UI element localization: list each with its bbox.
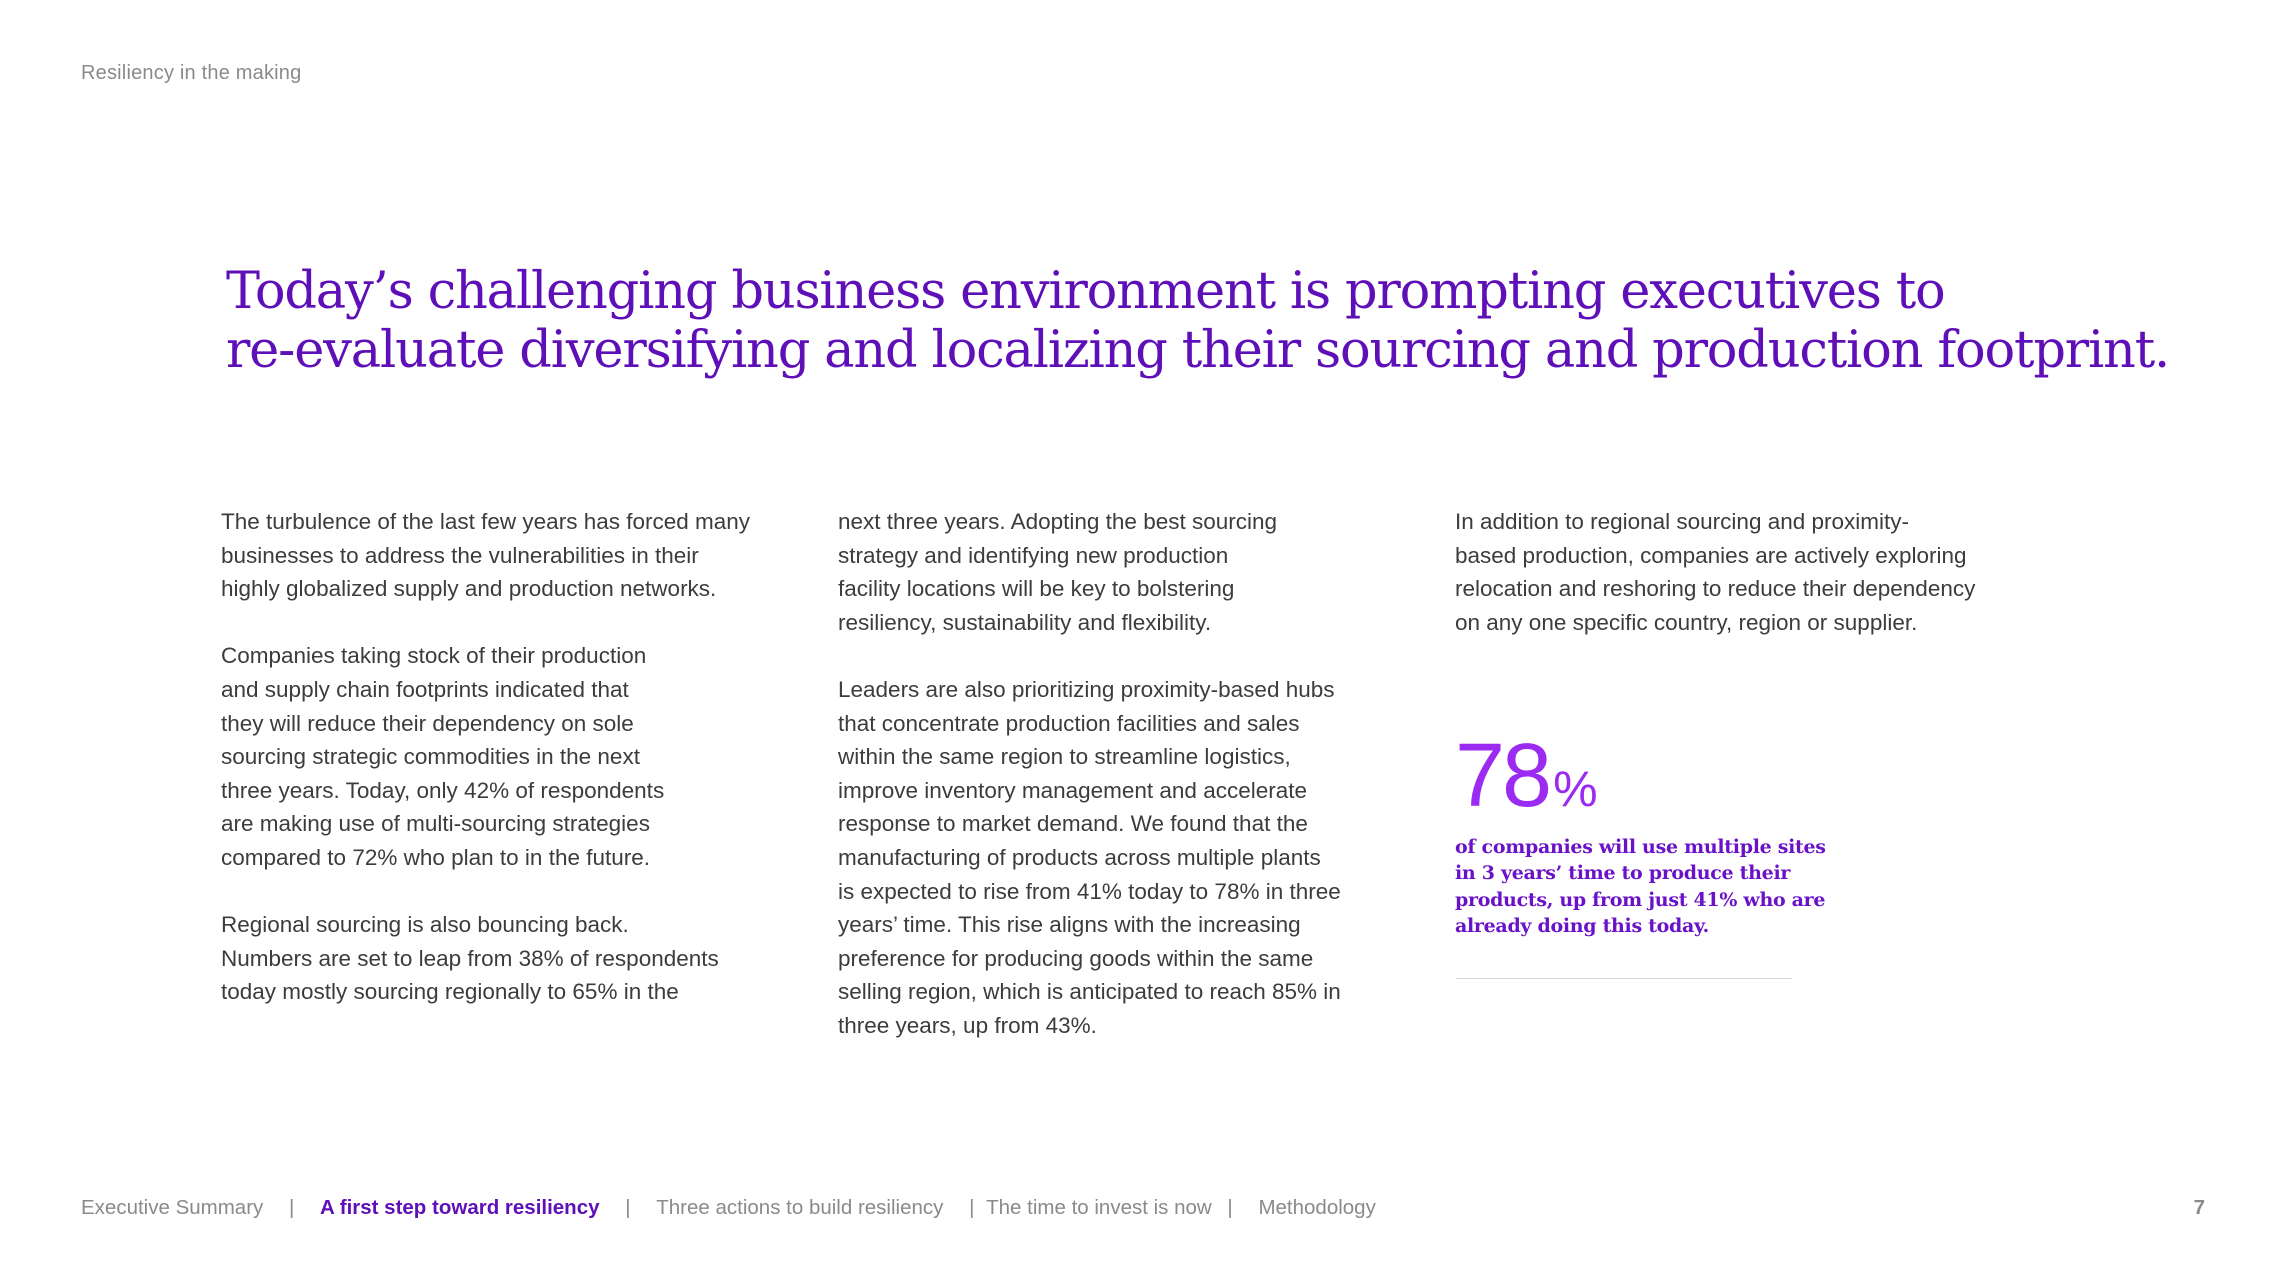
- text-line: businesses to address the vulnerabilities in their: [221, 542, 699, 568]
- text-line: next three years. Adopting the best sourcing: [838, 509, 1278, 534]
- stat-callout: [1455, 726, 1826, 939]
- text-line: three years, up from 43%.: [838, 1012, 1097, 1038]
- headline-line: re-evaluate diversifying and localizing their sourcing and production footprint.: [226, 321, 2170, 380]
- page-number: 7: [2193, 1196, 2205, 1219]
- text-line: manufacturing of products across multiple plants: [838, 844, 1321, 870]
- running-header: Resiliency in the making: [81, 62, 302, 84]
- text-line: three years. Today, only 42% of respondents: [221, 777, 665, 803]
- stat-description-line: already doing this today.: [1455, 914, 1709, 937]
- text-line: that concentrate production facilities and sales: [838, 710, 1300, 736]
- text-line: compared to 72% who plan to in the future.: [221, 844, 651, 870]
- text-line: facility locations will be key to bolstering: [838, 576, 1235, 602]
- text-line: The turbulence of the last few years has forced many: [221, 509, 751, 534]
- text-line: relocation and reshoring to reduce their dependency: [1455, 576, 1976, 602]
- nav-separator: |: [1227, 1196, 1233, 1219]
- stat-description-line: of companies will use multiple sites: [1455, 836, 1826, 858]
- body-paragraph: [838, 673, 1418, 1043]
- body-paragraph: [838, 505, 1418, 639]
- nav-separator: |: [969, 1196, 975, 1219]
- text-line: within the same region to streamline logistics,: [838, 744, 1291, 770]
- text-line: sourcing strategic commodities in the next: [221, 744, 640, 770]
- text-line: In addition to regional sourcing and proximity-: [1455, 509, 1909, 534]
- body-column-3: [1455, 505, 2055, 673]
- text-line: today mostly sourcing regionally to 65% in the: [221, 979, 679, 1005]
- nav-separator: |: [625, 1196, 631, 1219]
- text-line: improve inventory management and accelerate: [838, 777, 1308, 803]
- body-column-2: [838, 505, 1418, 1076]
- text-line: Regional sourcing is also bouncing back.: [221, 912, 629, 938]
- stat-description-line: in 3 years’ time to produce their: [1455, 862, 1791, 885]
- text-line: Companies taking stock of their production: [221, 643, 647, 669]
- text-line: are making use of multi-sourcing strategies: [221, 811, 650, 837]
- page-headline: [226, 262, 2170, 380]
- stat-unit: %: [1553, 761, 1598, 817]
- divider: [1456, 978, 1792, 979]
- nav-methodology[interactable]: Methodology: [1258, 1196, 1376, 1219]
- text-line: based production, companies are actively exploring: [1455, 542, 1967, 568]
- text-line: is expected to rise from 41% today to 78% in three: [838, 878, 1341, 904]
- text-line: preference for producing goods within the same: [838, 945, 1314, 971]
- text-line: resiliency, sustainability and flexibility.: [838, 609, 1212, 635]
- body-column-1: [221, 505, 801, 1043]
- text-line: response to market demand. We found that the: [838, 811, 1308, 837]
- text-line: years’ time. This rise aligns with the increasing: [838, 912, 1301, 938]
- nav-separator: |: [288, 1196, 295, 1219]
- text-line: strategy and identifying new production: [838, 542, 1229, 568]
- nav-first-step-toward-resiliency[interactable]: A first step toward resiliency: [320, 1196, 600, 1219]
- body-paragraph: [221, 505, 801, 606]
- headline-line: Today’s challenging business environment is prompting executives to: [226, 262, 1945, 321]
- nav-three-actions[interactable]: Three actions to build resiliency: [656, 1196, 944, 1219]
- text-line: and supply chain footprints indicated that: [221, 676, 629, 702]
- text-line: highly globalized supply and production networks.: [221, 576, 717, 602]
- nav-time-to-invest[interactable]: The time to invest is now: [986, 1196, 1212, 1219]
- text-line: selling region, which is anticipated to reach 85% in: [838, 979, 1341, 1005]
- body-paragraph: [221, 639, 801, 874]
- text-line: they will reduce their dependency on sole: [221, 710, 634, 736]
- stat-description-line: products, up from just 41% who are: [1455, 888, 1826, 911]
- nav-executive-summary[interactable]: Executive Summary: [81, 1196, 264, 1219]
- body-paragraph: [221, 908, 801, 1009]
- footer-nav: [81, 1196, 1376, 1220]
- text-line: Numbers are set to leap from 38% of respondents: [221, 945, 719, 971]
- text-line: on any one specific country, region or supplier.: [1455, 609, 1918, 635]
- text-line: Leaders are also prioritizing proximity-based hubs: [838, 676, 1335, 702]
- stat-figure: [1455, 728, 1815, 824]
- body-paragraph: [1455, 505, 2055, 639]
- stat-value: 78: [1455, 726, 1550, 826]
- stat-description: [1455, 834, 1826, 939]
